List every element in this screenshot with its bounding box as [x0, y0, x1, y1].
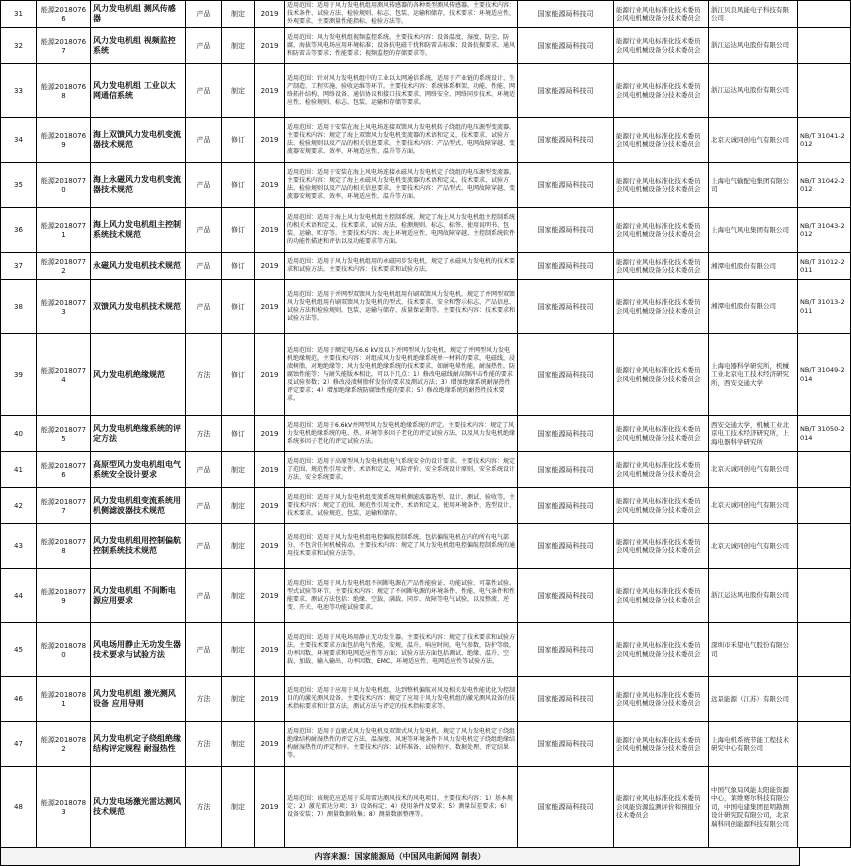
action-type: 修订	[222, 253, 255, 280]
action-type: 制定	[222, 28, 255, 64]
technical-committee: 能源行业风电标准化技术委员会风电机械设备分技术委员会	[614, 334, 709, 416]
row-number: 35	[1, 163, 37, 208]
technical-committee: 能源行业风电标准化技术委员会风电机械设备分技术委员会	[614, 524, 709, 569]
standard-name: 永磁风力发电机技术规范	[91, 253, 186, 280]
standard-type: 方法	[186, 416, 222, 452]
drafting-organization: 上海电机系统节能工程技术研究中心有限公司	[709, 722, 798, 767]
table-row	[1, 280, 851, 334]
managing-department: 国家能源局科技司	[518, 208, 614, 253]
standard-name: 风力发电机组 不间断电源应用要求	[91, 569, 186, 623]
managing-department: 国家能源局科技司	[518, 28, 614, 64]
plan-number: 能源20180771	[37, 208, 91, 253]
table-row	[1, 524, 851, 569]
plan-number: 能源20180782	[37, 722, 91, 767]
scope-description: 适用范围：适用于并网型双馈风力发电机组用有刷双馈风力发电机，规定了并网型双馈风力发电机组用有刷双馈风力发电机的型式、技术要求、安全和警示标志、产品信息、试验方法和检验规则，包装、运输与储存、质量保证期等。主要技术内容：技术要求和试验方法等。	[285, 280, 518, 334]
action-type: 修订	[222, 163, 255, 208]
action-type: 制定	[222, 767, 255, 848]
standard-name: 风电场用静止无功发生器技术要求与试验方法	[91, 623, 186, 677]
completion-year: 2019	[255, 722, 285, 767]
replaced-standard: NB/T 31042-2012	[798, 163, 851, 208]
technical-committee: 能源行业风电标准化技术委员会风电机械设备分技术委员会	[614, 569, 709, 623]
managing-department: 国家能源局科技司	[518, 524, 614, 569]
standard-name: 高原型风力发电机组电气系统安全设计要求	[91, 452, 186, 488]
table-row	[1, 253, 851, 280]
standard-name: 风力发电机组 工业以太网通信系统	[91, 64, 186, 118]
completion-year: 2019	[255, 677, 285, 722]
standard-name: 海上永磁风力发电机变流器技术规范	[91, 163, 186, 208]
technical-committee: 能源行业风电标准化技术委员会风电机械设备分技术委员会	[614, 623, 709, 677]
standard-name: 双馈风力发电机技术规范	[91, 280, 186, 334]
scope-description: 适用范围：适用于额定电压6.6 kV及以下并网型风力发电机，规定了并网型风力发电机绝缘规范。主要技术内容：对组成风力发电机绝缘系统单一材料的要求，电磁线，浸渍树脂，对地绝缘等；风力发电机绝缘系统的技术要求，如耐电晕性能，耐湿热性，防腐蚀性能等；与耐失能版本相比，可以下几点：1）修改电磁线耐高频冲击性能的要求及试验参数；2）修改浸渍树脂样发份的要求及测试方法；3）增加绝缘系统耐湿热性评定要求；4）增加绝缘系统防腐蚀性能的要求；5）修改绝缘系统的耐热性技术要求。	[285, 334, 518, 416]
plan-number: 能源20180781	[37, 677, 91, 722]
plan-number: 能源20180778	[37, 524, 91, 569]
drafting-organization: 上海电气风电集团有限公司	[709, 208, 798, 253]
drafting-organization: 西安交通大学，机械工业北京电工技术经济研究所，上海电器科学研究所	[709, 416, 798, 452]
scope-description: 适用范围：适用于应用于风力发电机组，达到整机偏航对风及相关发电性能优化为控制目的的激光测风设备。主要技术内容：规定了应用于风力发电机组的激光测风设备的技术指标要求和计算方法，测试方法与评定的技术指标要求等。	[285, 677, 518, 722]
table-row	[1, 677, 851, 722]
plan-number: 能源20180770	[37, 163, 91, 208]
standard-name: 风力发电场激光雷达测风技术规范	[91, 767, 186, 848]
scope-description: 适用范围：适用于风力发电机组电控偏航控制系统，包括偏航电机在内的所有电气部分，不包含任何机械传动。主要技术内容：规定了风力发电机组电控偏航控制系统的通用技术要求和试验方法等。	[285, 524, 518, 569]
standard-type: 产品	[186, 28, 222, 64]
table-row	[1, 623, 851, 677]
action-type: 制定	[222, 524, 255, 569]
action-type: 制定	[222, 623, 255, 677]
row-number: 38	[1, 280, 37, 334]
standard-type: 方法	[186, 334, 222, 416]
drafting-organization: 浙江运达风电股份有限公司	[709, 28, 798, 64]
table-row	[1, 334, 851, 416]
technical-committee: 能源行业风电标准化技术委员会风能资源监测评价和预报分技术委员会	[614, 767, 709, 848]
completion-year: 2019	[255, 416, 285, 452]
standard-type: 产品	[186, 488, 222, 524]
replaced-standard	[798, 488, 851, 524]
standard-type: 方法	[186, 767, 222, 848]
scope-description: 适用范围：适用于海上风力发电机组主控制系统。规定了海上风力发电机组主控制系统的相关术语和定义、技术要求、试验方法、检测规则、标志、标签、使用说明书、包装、运输、贮存等。主要技术内容：海上环境适应性、电网故障穿越、主控制系统软件的功能性描述和评估以及功能要求等方面。	[285, 208, 518, 253]
completion-year: 2019	[255, 280, 285, 334]
action-type: 制定	[222, 722, 255, 767]
table-row	[1, 118, 851, 163]
plan-number: 能源20180772	[37, 253, 91, 280]
scope-description: 适用范围：适用于风力发电机组变流系统用机侧滤波器选型、设计、测试、验收等。主要技术内容：规定了范围，规范性引用文件、术语和定义、使用环境条件、选型设计、技术要求，试验规范、包装、运输和储存。	[285, 488, 518, 524]
table-row	[1, 452, 851, 488]
action-type: 修订	[222, 280, 255, 334]
row-number: 44	[1, 569, 37, 623]
managing-department: 国家能源局科技司	[518, 253, 614, 280]
managing-department: 国家能源局科技司	[518, 722, 614, 767]
table-row	[1, 416, 851, 452]
completion-year: 2019	[255, 488, 285, 524]
row-number: 47	[1, 722, 37, 767]
technical-committee: 能源行业风电标准化技术委员会风电机械设备分技术委员会	[614, 253, 709, 280]
managing-department: 国家能源局科技司	[518, 488, 614, 524]
replaced-standard	[798, 677, 851, 722]
standard-name: 风力发电机组用控制偏航控制系统技术规范	[91, 524, 186, 569]
drafting-organization: 湘潭电机股份有限公司	[709, 280, 798, 334]
drafting-organization: 上海电器科学研究所，机械工业北京电工技术经济研究所，西安交通大学	[709, 334, 798, 416]
scope-description: 适用范围：适用于直驱式风力发电机及双馈式风力发电机。规定了风力发电机定子绕组绝缘结构耐湿热性的评定方法，温湿度、风速等环境条件下风力发电机定子绕组绝缘结构耐湿热性的评定程序。主要技术内容：试样准备、试验程序、数据处理、评定结果等。	[285, 722, 518, 767]
row-number: 40	[1, 416, 37, 452]
technical-committee: 能源行业风电标准化技术委员会风电机械设备分技术委员会	[614, 64, 709, 118]
action-type: 修订	[222, 416, 255, 452]
scope-description: 适用范围：适用于安装在海上风电场连接双馈风力发电机转子绕组的电压源型变流器。主要技术内容：规定了海上双馈风力发电机变流器的术语和定义、技术要求、试验方法、检验规则以及产品的相关信息要求。主要技术内容：产品型式、电网故障穿越、变流器安规要求、效率、环境适应性、温升等方面。	[285, 118, 518, 163]
standard-name: 风力发电机组 激光测风设备 应用导则	[91, 677, 186, 722]
row-number: 31	[1, 1, 37, 28]
action-type: 制定	[222, 569, 255, 623]
action-type: 制定	[222, 64, 255, 118]
row-number: 37	[1, 253, 37, 280]
managing-department: 国家能源局科技司	[518, 569, 614, 623]
row-number: 41	[1, 452, 37, 488]
replaced-standard	[798, 569, 851, 623]
managing-department: 国家能源局科技司	[518, 64, 614, 118]
drafting-organization: 远景能源（江苏）有限公司	[709, 677, 798, 722]
technical-committee: 能源行业风电标准化技术委员会风电机械设备分技术委员会	[614, 28, 709, 64]
scope-description: 适用范围：针对风力发电机组中的工业以太网通信系统，适用于产业链的系统设计、生产制造、工程实施、验收运维等环节。主要技术内容：系统体系框架、功能、性能、网络拓扑结构、网络设备、通信协议和接口技术要求、网络安全、网络同步技术、环境适应性、检验规则、标志、包装、运输和存储等要求。	[285, 64, 518, 118]
drafting-organization: 浙江运达风电股份有限公司	[709, 64, 798, 118]
standard-name: 海上双馈风力发电机变流器技术规范	[91, 118, 186, 163]
plan-number: 能源20180766	[37, 1, 91, 28]
completion-year: 2019	[255, 163, 285, 208]
table-row	[1, 722, 851, 767]
standard-type: 产品	[186, 623, 222, 677]
drafting-organization: 北京天诚同创电气有限公司	[709, 488, 798, 524]
standard-name: 风力发电机组 测风传感器	[91, 1, 186, 28]
standard-name: 风力发电机定子绕组绝缘结构评定规程 耐湿热性	[91, 722, 186, 767]
completion-year: 2019	[255, 452, 285, 488]
plan-number: 能源20180780	[37, 623, 91, 677]
drafting-organization: 浙江运达风电股份有限公司	[709, 569, 798, 623]
action-type: 制定	[222, 452, 255, 488]
completion-year: 2019	[255, 253, 285, 280]
completion-year: 2019	[255, 524, 285, 569]
standard-type: 产品	[186, 253, 222, 280]
table-row	[1, 488, 851, 524]
plan-number: 能源20180774	[37, 334, 91, 416]
replaced-standard	[798, 1, 851, 28]
standard-name: 海上风力发电机组主控制系统技术规范	[91, 208, 186, 253]
completion-year: 2019	[255, 334, 285, 416]
row-number: 34	[1, 118, 37, 163]
completion-year: 2019	[255, 208, 285, 253]
completion-year: 2019	[255, 569, 285, 623]
managing-department: 国家能源局科技司	[518, 416, 614, 452]
drafting-organization: 北京天诚同创电气有限公司	[709, 452, 798, 488]
completion-year: 2019	[255, 28, 285, 64]
scope-description: 适用范围：风力发电机组视频监控系统。主要技术内容：设备温度、湿度、防尘、防腐、海拔等风电场应用环境标准；设备抗电磁干扰和防雷击标准；设备抗振要求，通风和防雷击等要求；性能要求；视频监控的存储要求等。	[285, 28, 518, 64]
standard-type: 产品	[186, 452, 222, 488]
scope-description: 适用范围：适用于高原型风力发电机组电气系统安全的设计要求。主要技术内容：规定了范围、规范性引用文件、术语和定义，风险评价、安全系统设计原则、安全系统设计方法、安全系统要求。	[285, 452, 518, 488]
replaced-standard: NB/T 31043-2012	[798, 208, 851, 253]
standard-type: 方法	[186, 677, 222, 722]
drafting-organization: 上海电气输配电集团有限公司	[709, 163, 798, 208]
row-number: 43	[1, 524, 37, 569]
managing-department: 国家能源局科技司	[518, 118, 614, 163]
scope-description: 适用范围：该规范应适用于采用雷达测风技术的风电项目，主要技术内容：1）基本规定；2）激光雷达分项；3）设备标定；4）使用条件及要求；5）测量误差要求；6）设备安装；7）测量数据收集；8）测量数据整理等。	[285, 767, 518, 848]
plan-number: 能源20180775	[37, 416, 91, 452]
plan-number: 能源20180779	[37, 569, 91, 623]
managing-department: 国家能源局科技司	[518, 334, 614, 416]
standard-type: 产品	[186, 118, 222, 163]
scope-description: 适用范围：适用于风力发电机组用测风传感器的各种类型测风传感器。主要技术内容：技术条件、试验方法、检验规则、标志、包装、运输和储存，技术要求：环境适应性，外观要求，主要测量性能指标，检验方法等。	[285, 1, 518, 28]
table-row	[1, 569, 851, 623]
standard-name: 风力发电机绝缘系统的评定方法	[91, 416, 186, 452]
row-number: 48	[1, 767, 37, 848]
table-row	[1, 208, 851, 253]
drafting-organization: 浙江贝良风能电子科技有限公司	[709, 1, 798, 28]
standard-type: 产品	[186, 524, 222, 569]
replaced-standard: NB/T 31012-2011	[798, 253, 851, 280]
technical-committee: 能源行业风电标准化技术委员会风电机械设备分技术委员会	[614, 1, 709, 28]
technical-committee: 能源行业风电标准化技术委员会风电机械设备分技术委员会	[614, 677, 709, 722]
plan-number: 能源20180783	[37, 767, 91, 848]
plan-number: 能源20180769	[37, 118, 91, 163]
action-type: 制定	[222, 1, 255, 28]
scope-description: 适用范围：适用于安装在海上风电场连接永磁风力发电机定子绕组的电压源型变流器。主要技术内容：规定了海上永磁风力发电机变流器的术语和定义、技术要求、试验方法、检验规则以及产品的相关信息要求。主要技术内容：产品型式、电网故障穿越、变流器安规要求、效率、环境适应性、温升等方面。	[285, 163, 518, 208]
drafting-organization: 北京天诚同创电气有限公司	[709, 524, 798, 569]
replaced-standard	[798, 767, 851, 848]
managing-department: 国家能源局科技司	[518, 767, 614, 848]
replaced-standard	[798, 524, 851, 569]
row-number: 33	[1, 64, 37, 118]
managing-department: 国家能源局科技司	[518, 280, 614, 334]
action-type: 修订	[222, 334, 255, 416]
standard-type: 方法	[186, 722, 222, 767]
plan-number: 能源20180768	[37, 64, 91, 118]
replaced-standard	[798, 722, 851, 767]
replaced-standard	[798, 64, 851, 118]
table-row	[1, 163, 851, 208]
managing-department: 国家能源局科技司	[518, 677, 614, 722]
row-number: 45	[1, 623, 37, 677]
standard-type: 产品	[186, 208, 222, 253]
table-row	[1, 767, 851, 848]
completion-year: 2019	[255, 118, 285, 163]
technical-committee: 能源行业风电标准化技术委员会风电机械设备分技术委员会	[614, 208, 709, 253]
scope-description: 适用范围：适用于风力发电机组用的永磁同步发电机，规定了永磁风力发电机的技术要求和试验方法。主要技术内容：技术要求和试验方法。	[285, 253, 518, 280]
replaced-standard: NB/T 31050-2014	[798, 416, 851, 452]
standard-name: 风力发电机组变流系统用机侧滤波器技术规范	[91, 488, 186, 524]
scope-description: 适用范围：适用于6.6kV并网型风力发电机绝缘系统的评定。主要技术内容：规定了风力发电机绝缘系统的电、热、环境等多因子老化的评定试验方法，以及风力发电机绝缘系统多因子老化的评定试验方法。	[285, 416, 518, 452]
row-number: 46	[1, 677, 37, 722]
standard-type: 产品	[186, 163, 222, 208]
managing-department: 国家能源局科技司	[518, 163, 614, 208]
table-row	[1, 1, 851, 28]
drafting-organization: 北京天诚同创电气有限公司	[709, 118, 798, 163]
managing-department: 国家能源局科技司	[518, 452, 614, 488]
replaced-standard: NB/T 31041-2012	[798, 118, 851, 163]
action-type: 修订	[222, 208, 255, 253]
technical-committee: 能源行业风电标准化技术委员会风电机械设备分技术委员会	[614, 163, 709, 208]
row-number: 39	[1, 334, 37, 416]
drafting-organization: 深圳市禾望电气股份有限公司	[709, 623, 798, 677]
action-type: 制定	[222, 677, 255, 722]
managing-department: 国家能源局科技司	[518, 1, 614, 28]
standard-type: 产品	[186, 1, 222, 28]
table-row	[1, 64, 851, 118]
completion-year: 2019	[255, 767, 285, 848]
table-row	[1, 28, 851, 64]
technical-committee: 能源行业风电标准化技术委员会风电机械设备分技术委员会	[614, 452, 709, 488]
plan-number: 能源20180773	[37, 280, 91, 334]
technical-committee: 能源行业风电标准化技术委员会风电机械设备分技术委员会	[614, 416, 709, 452]
standard-type: 产品	[186, 569, 222, 623]
replaced-standard: NB/T 31013-2011	[798, 280, 851, 334]
replaced-standard	[798, 623, 851, 677]
plan-number: 能源20180777	[37, 488, 91, 524]
managing-department: 国家能源局科技司	[518, 623, 614, 677]
row-number: 42	[1, 488, 37, 524]
technical-committee: 能源行业风电标准化技术委员会风电机械设备分技术委员会	[614, 118, 709, 163]
plan-number: 能源20180776	[37, 452, 91, 488]
standard-type: 产品	[186, 64, 222, 118]
completion-year: 2019	[255, 64, 285, 118]
standard-type: 产品	[186, 280, 222, 334]
row-number: 36	[1, 208, 37, 253]
replaced-standard	[798, 452, 851, 488]
scope-description: 适用范围：适用于风力发电机组不间断电源在产品性能验证、功能试验、可靠性试验、型式试验等环节。主要技术内容：规定了不间断电源的环境条件、性能、电气条件和性能要求，测试方法包括：绝缘、空载、满载、同步、故障等电气试验，以及整流、逆变、开关、电池等功能试验要求。	[285, 569, 518, 623]
replaced-standard: NB/T 31049-2014	[798, 334, 851, 416]
standard-name: 风力发电机组 视频监控系统	[91, 28, 186, 64]
action-type: 修订	[222, 118, 255, 163]
technical-committee: 能源行业风电标准化技术委员会风电机械设备分技术委员会	[614, 280, 709, 334]
action-type: 制定	[222, 488, 255, 524]
technical-committee: 能源行业风电标准化技术委员会风电机械设备分技术委员会	[614, 488, 709, 524]
drafting-organization: 中国气象局风能太阳能资源中心，莱维赛尔科技有限公司，中国电建集团昆明勘测设计研究院有限公司，北京瑞科同创能源科技有限公司	[709, 767, 798, 848]
completion-year: 2019	[255, 623, 285, 677]
source-footer: 内容来源：国家能源局（中国风电新闻网 制表）	[0, 848, 800, 866]
technical-committee: 能源行业风电标准化技术委员会风电机械设备分技术委员会	[614, 722, 709, 767]
row-number: 32	[1, 28, 37, 64]
completion-year: 2019	[255, 1, 285, 28]
standard-name: 风力发电机绝缘规范	[91, 334, 186, 416]
plan-number: 能源20180767	[37, 28, 91, 64]
replaced-standard	[798, 28, 851, 64]
drafting-organization: 湘潭电机股份有限公司	[709, 253, 798, 280]
scope-description: 适用范围：适用于风电场用静止无功发生器。主要技术内容：规定了技术要求和试验方法。主要技术要求方面包括电气性能，安规，温升，响应时间，电气参数，防护等级，功率因数，环境要求和电网适应性等方面；试验方法方面包括调试、绝缘、温升、空载、加载、输入输出、功率因数、EMC、环境适应性、电网适应性等试验方法。	[285, 623, 518, 677]
